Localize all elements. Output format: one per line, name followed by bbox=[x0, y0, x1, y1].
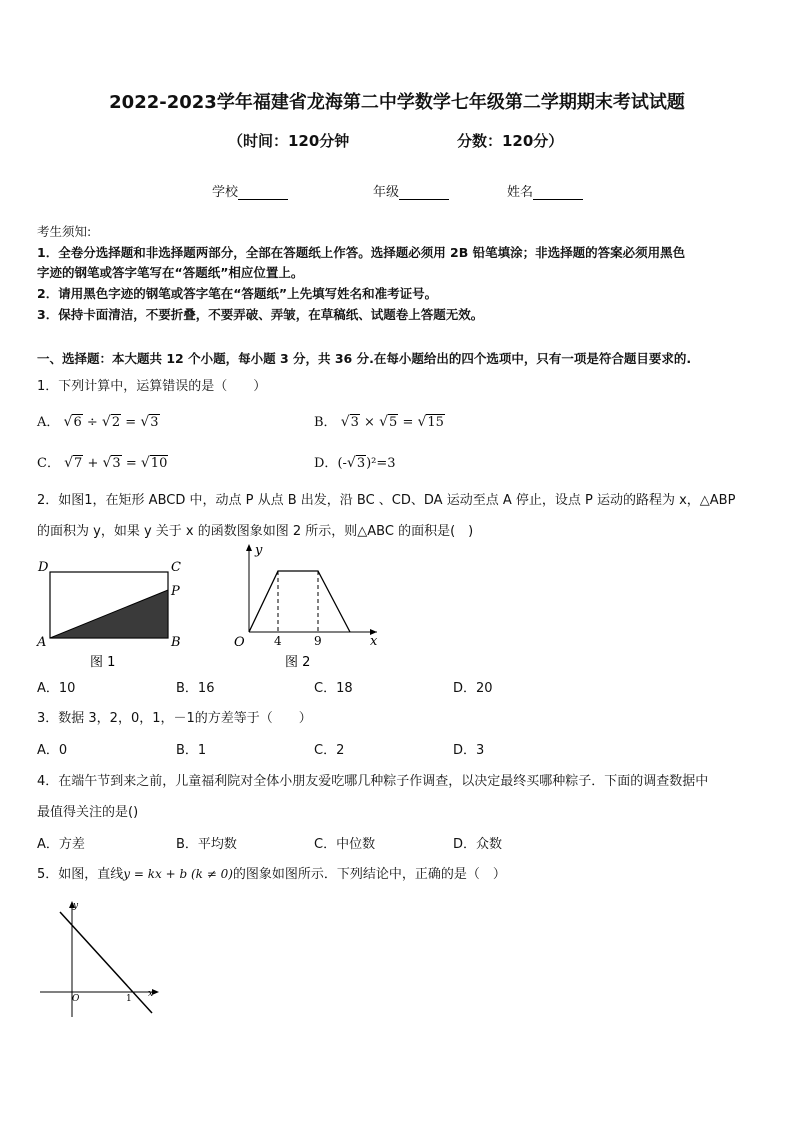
label-a: A bbox=[37, 635, 47, 650]
q5-stem-suffix: 的图象如图所示．下列结论中，正确的是（ ） bbox=[232, 867, 506, 882]
q2-figure-2 bbox=[225, 540, 390, 675]
y-label: y bbox=[73, 901, 79, 911]
notice-heading: 考生须知: bbox=[37, 224, 92, 239]
figure-2-caption: 图 2 bbox=[285, 655, 311, 670]
q2-option-b[interactable]: B．16 bbox=[176, 681, 215, 696]
sqrt-symbol: √ bbox=[102, 455, 112, 471]
name-field bbox=[507, 181, 583, 200]
radicand: 3 bbox=[150, 415, 159, 430]
q5-figure bbox=[35, 895, 170, 1025]
option-label: C． bbox=[37, 456, 60, 471]
label-b: B bbox=[171, 635, 181, 650]
radicand: 3 bbox=[350, 415, 359, 430]
equals: = bbox=[125, 415, 137, 430]
school-blank[interactable] bbox=[238, 185, 288, 200]
x-label: x bbox=[370, 634, 378, 649]
q3-option-c[interactable]: C．2 bbox=[314, 743, 345, 758]
exam-time: （时间：120分钟 bbox=[228, 132, 350, 150]
label-p: P bbox=[171, 584, 180, 599]
tick-9: 9 bbox=[314, 634, 322, 648]
grade-blank[interactable] bbox=[399, 185, 449, 200]
name-label: 姓名 bbox=[507, 185, 534, 200]
radicand: 7 bbox=[74, 456, 83, 471]
sqrt-symbol: √ bbox=[140, 414, 150, 430]
section-heading: 一、选择题：本大题共 12 个小题，每小题 3 分，共 36 分.在每小题给出的四个选项中，只有一项是符合题目要求的. bbox=[37, 351, 692, 366]
operator: + bbox=[87, 456, 99, 471]
sqrt-symbol: √ bbox=[379, 414, 389, 430]
q5-stem-prefix: 5．如图，直线 bbox=[37, 867, 124, 882]
y-label: y bbox=[255, 543, 263, 558]
operator: × bbox=[364, 415, 375, 430]
q2-option-c[interactable]: C．18 bbox=[314, 681, 353, 696]
origin-label: O bbox=[72, 994, 80, 1004]
triangle-abp bbox=[50, 590, 168, 638]
radicand: 2 bbox=[111, 415, 121, 430]
expr-prefix: (- bbox=[337, 456, 347, 471]
radicand: 3 bbox=[356, 456, 366, 471]
radicand: 15 bbox=[427, 415, 444, 430]
x-intercept-label: 1 bbox=[126, 994, 132, 1004]
q1-option-c[interactable] bbox=[37, 452, 168, 471]
sqrt-symbol: √ bbox=[340, 414, 350, 430]
sqrt-symbol: √ bbox=[140, 455, 150, 471]
radicand: 3 bbox=[112, 456, 121, 471]
sqrt-symbol: √ bbox=[63, 414, 73, 430]
sqrt-symbol: √ bbox=[101, 414, 111, 430]
exam-score: 分数：120分） bbox=[457, 132, 564, 150]
sqrt-symbol: √ bbox=[417, 414, 427, 430]
origin-label: O bbox=[234, 635, 245, 650]
label-d: D bbox=[38, 560, 49, 575]
question-4-stem-line2: 最值得关注的是() bbox=[37, 805, 139, 820]
q5-formula: y = kx + b (k ≠ 0) bbox=[123, 867, 233, 881]
q3-option-d[interactable]: D．3 bbox=[453, 743, 485, 758]
grade-label: 年级 bbox=[373, 185, 400, 200]
name-blank[interactable] bbox=[533, 185, 583, 200]
y-axis-arrow bbox=[246, 544, 252, 551]
option-label: A． bbox=[37, 415, 60, 430]
q4-option-b[interactable]: B．平均数 bbox=[176, 837, 237, 852]
q2-figure-1 bbox=[30, 555, 200, 675]
q4-option-c[interactable]: C．中位数 bbox=[314, 837, 376, 852]
notice-item: 1．全卷分选择题和非选择题两部分，全部在答题纸上作答。选择题必须用 2B 铅笔填涂；非选择题的答案必须用黑色 bbox=[37, 245, 686, 260]
page-title: 2022-2023学年福建省龙海第二中学数学七年级第二学期期末考试试题 bbox=[109, 92, 685, 113]
q4-option-d[interactable]: D．众数 bbox=[453, 837, 503, 852]
q3-option-b[interactable]: B．1 bbox=[176, 743, 207, 758]
q3-option-a[interactable]: A．0 bbox=[37, 743, 68, 758]
radicand: 5 bbox=[389, 415, 398, 430]
function-graph bbox=[249, 571, 350, 632]
q2-option-a[interactable]: A．10 bbox=[37, 681, 76, 696]
q1-option-b[interactable] bbox=[314, 411, 445, 430]
sqrt-symbol: √ bbox=[64, 455, 74, 471]
q2-option-d[interactable]: D．20 bbox=[453, 681, 493, 696]
school-label: 学校 bbox=[212, 185, 239, 200]
school-field bbox=[212, 181, 288, 200]
sqrt-symbol: √ bbox=[346, 455, 356, 471]
option-label: B． bbox=[314, 415, 337, 430]
equals: = bbox=[402, 415, 414, 430]
question-2-stem-line1: 2．如图1，在矩形 ABCD 中，动点 P 从点 B 出发，沿 BC 、CD、DA 运动至点 A 停止，设点 P 运动的路程为 x，△ABP bbox=[37, 493, 736, 508]
radicand: 6 bbox=[73, 415, 82, 430]
question-2-stem-line2: 的面积为 y，如果 y 关于 x 的函数图象如图 2 所示，则△ABC 的面积是( ) bbox=[37, 524, 474, 539]
grade-field bbox=[373, 181, 449, 200]
radicand: 10 bbox=[150, 456, 168, 471]
question-5-stem bbox=[37, 863, 506, 882]
notice-item: 2．请用黑色字迹的钢笔或答字笔在“答题纸”上先填写姓名和准考证号。 bbox=[37, 286, 438, 301]
q1-option-a[interactable] bbox=[37, 411, 160, 430]
notice-item: 字迹的钢笔或答字笔写在“答题纸”相应位置上。 bbox=[37, 265, 304, 280]
equals: = bbox=[125, 456, 137, 471]
operator: ÷ bbox=[86, 415, 98, 430]
question-3-stem: 3．数据 3，2，0，1，－1的方差等于（ ） bbox=[37, 711, 312, 726]
notice-item: 3．保持卡面清洁，不要折叠，不要弄破、弄皱，在草稿纸、试题卷上答题无效。 bbox=[37, 307, 484, 322]
figure-1-caption: 图 1 bbox=[90, 655, 116, 670]
q4-option-a[interactable]: A．方差 bbox=[37, 837, 85, 852]
x-label: x bbox=[148, 989, 154, 999]
option-label: D． bbox=[314, 456, 338, 471]
question-1-stem: 1．下列计算中，运算错误的是（ ） bbox=[37, 379, 267, 394]
q1-option-d[interactable] bbox=[314, 452, 396, 471]
expr-suffix: )²=3 bbox=[366, 456, 396, 471]
label-c: C bbox=[171, 560, 181, 575]
tick-4: 4 bbox=[274, 634, 282, 648]
question-4-stem-line1: 4．在端午节到来之前，儿童福利院对全体小朋友爱吃哪几种粽子作调查，以决定最终买哪种粽子．下面的调查数据中 bbox=[37, 774, 709, 789]
